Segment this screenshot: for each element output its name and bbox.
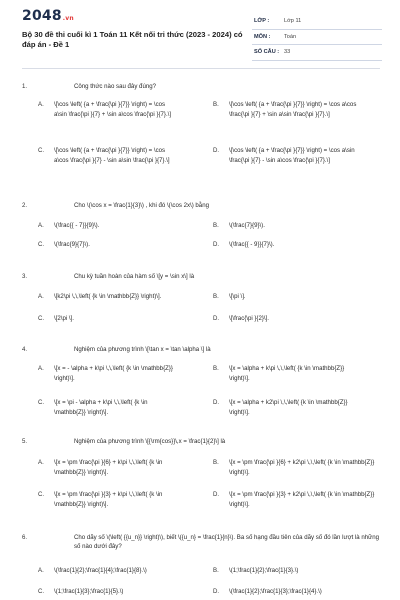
option-text: \[\frac{\pi }{2}\].	[229, 315, 269, 322]
option-text: \[x = \pm \frac{\pi }{6} + k\pi \,\,\left( {k \in \mathbb{Z}} \right)\].	[54, 459, 163, 476]
option-letter: A.	[38, 365, 44, 372]
question-stem: Cho \(\cos x = \frac{1}{3}\) , khi đó \(\cos 2x\) bằng	[74, 202, 209, 209]
option-letter: D.	[213, 315, 220, 322]
option-letter: A.	[38, 567, 44, 574]
header-divider	[22, 68, 380, 69]
question-number: 6.	[22, 534, 28, 541]
meta-value: Lớp 11	[284, 18, 302, 24]
question-number: 5.	[22, 438, 28, 445]
option-letter: B.	[213, 567, 219, 574]
option-letter: B.	[213, 365, 219, 372]
meta-row-count	[252, 45, 382, 61]
question-stem: Công thức nào sau đây đúng?	[74, 83, 157, 90]
option-letter: D.	[213, 241, 220, 248]
option-text: \(\frac{1}{2};\frac{1}{4};\frac{1}{8}.\)	[54, 567, 147, 574]
option-text: \(\frac{1}{2};\frac{1}{3};\frac{1}{4}.\)	[229, 588, 322, 595]
option-letter: D.	[213, 491, 220, 498]
option-text: \[2\pi \].	[54, 315, 74, 322]
exam-meta	[252, 14, 382, 61]
option-letter: A.	[38, 101, 44, 108]
question-number: 2.	[22, 202, 28, 209]
question-stem: Nghiệm của phương trình \[{\rm{cos}}\,x = \frac{1}{2}\] là	[74, 438, 226, 445]
option-text: \[x = \alpha + k2\pi \,\,\left( {k \in \mathbb{Z}} \right)\].	[229, 399, 348, 416]
option-text: \[x = \pm \frac{\pi }{3} + k2\pi \,\,\left( {k \in \mathbb{Z}} \right)\].	[229, 491, 375, 508]
option-text: \[x = \pi - \alpha + k\pi \,\,\left( {k \in \mathbb{Z}} \right)\].	[54, 399, 148, 416]
question-stem: Chu kỳ tuần hoàn của hàm số \[y = \sin x\] là	[74, 273, 195, 280]
option-letter: A.	[38, 222, 44, 229]
meta-row-class	[252, 14, 382, 30]
option-letter: C.	[38, 491, 45, 498]
option-text: \(\frac{{ - 7}}{9}\).	[54, 222, 100, 229]
meta-value: Toán	[284, 33, 297, 40]
option-text: \[\cos \left( {a + \frac{\pi }{7}} \right) = \cos a\sin \frac{\pi }{7} + \sin a\cos \frac{\pi }{7}.\]	[54, 101, 172, 118]
option-letter: C.	[38, 399, 45, 406]
header	[0, 0, 400, 64]
option-text: \[x = \pm \frac{\pi }{6} + k2\pi \,\,\left( {k \in \mathbb{Z}} \right)\].	[229, 459, 375, 476]
meta-row-subject	[252, 30, 382, 46]
meta-value: 33	[284, 49, 291, 55]
option-letter: A.	[38, 293, 44, 300]
option-text: \[\cos \left( {a + \frac{\pi }{7}} \right) = \cos a\cos \frac{\pi }{7} - \sin a\sin \frac{\pi }{7}.\]	[54, 147, 170, 164]
question-stem: Cho dãy số \(\left( {{u_n}} \right)\), biết \({u_n} = \frac{1}{n}\). Ba số hạng đầu tiên của dãy số đó lần lượt là những số nào dưới đây?	[74, 534, 380, 550]
option-letter: B.	[213, 101, 219, 108]
option-text: \(\frac{7}{9}\).	[229, 222, 265, 229]
exam-title: Bộ 30 đề thi cuối kì 1 Toán 11 Kết nối tri thức (2023 - 2024) có đáp án - Đề 1	[22, 30, 243, 49]
option-text: \(\frac{{ - 9}}{7}\).	[229, 241, 275, 248]
option-letter: D.	[213, 399, 220, 406]
option-text: \(1;\frac{1}{3};\frac{1}{5}.\)	[54, 588, 124, 595]
logo-suffix: .vn	[62, 15, 74, 22]
site-logo[interactable]	[22, 8, 74, 24]
option-letter: B.	[213, 459, 219, 466]
option-text: \[x = \alpha + k\pi \,\,\left( {k \in \mathbb{Z}} \right)\].	[229, 365, 345, 382]
question-number: 3.	[22, 273, 28, 280]
option-text: \[k2\pi \,\,\left( {k \in \mathbb{Z}} \right)\].	[54, 293, 162, 300]
option-letter: B.	[213, 293, 219, 300]
logo-text: 2048	[22, 8, 62, 24]
option-letter: C.	[38, 588, 45, 595]
option-letter: D.	[213, 588, 220, 595]
option-text: \[\cos \left( {a + \frac{\pi }{7}} \right) = \cos a\sin \frac{\pi }{7} - \sin a\cos \frac{\pi }{7}.\]	[229, 147, 355, 164]
option-text: \[x = \pm \frac{\pi }{3} + k\pi \,\,\left( {k \in \mathbb{Z}} \right)\].	[54, 491, 163, 508]
option-text: \[x = - \alpha + k\pi \,\,\left( {k \in \mathbb{Z}} \right)\].	[54, 365, 173, 382]
option-letter: C.	[38, 241, 45, 248]
option-letter: A.	[38, 459, 44, 466]
option-letter: C.	[38, 147, 45, 154]
option-letter: C.	[38, 315, 45, 322]
option-letter: B.	[213, 222, 219, 229]
question-number: 1.	[22, 83, 28, 90]
option-text: \[\cos \left( {a + \frac{\pi }{7}} \right) = \cos a\cos \frac{\pi }{7} + \sin a\sin \frac{\pi }{7}.\]	[229, 101, 357, 118]
option-text: \[\pi \].	[229, 293, 246, 300]
meta-key: LỚP :	[254, 18, 270, 24]
question-number: 4.	[22, 346, 28, 353]
meta-key: SỐ CÂU :	[254, 49, 280, 55]
question-stem: Nghiệm của phương trình \[\tan x = \tan \alpha \] là	[74, 346, 211, 353]
meta-key: MÔN :	[254, 33, 271, 40]
option-text: \(\frac{9}{7}\).	[54, 241, 90, 248]
option-text: \(1;\frac{1}{2};\frac{1}{3}.\)	[229, 567, 299, 574]
option-letter: D.	[213, 147, 220, 154]
